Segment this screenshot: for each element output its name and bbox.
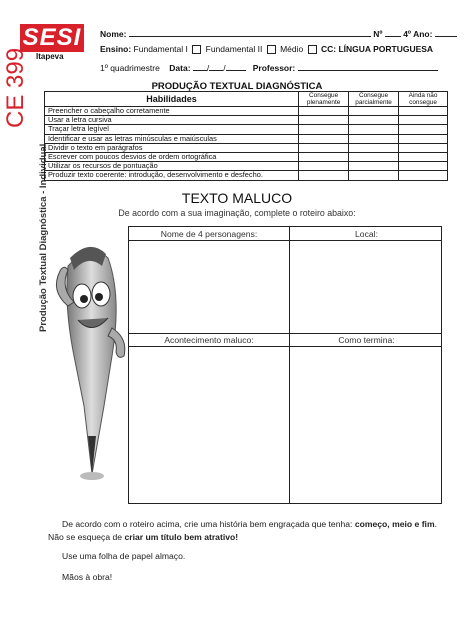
fund1-checkbox[interactable]	[192, 45, 201, 54]
numero-field[interactable]	[385, 28, 401, 37]
fund1-label: Fundamental I	[133, 44, 188, 54]
table-row	[45, 125, 448, 134]
instruction-emphasis: começo, meio e fim	[354, 519, 435, 529]
instruction-paragraph	[48, 518, 448, 544]
grid-divider	[129, 346, 441, 347]
instruction-paper: Use uma folha de papel almaço.	[62, 551, 186, 561]
check-cell[interactable]	[349, 125, 399, 134]
fund2-checkbox[interactable]	[267, 45, 276, 54]
cell-acontecimento-label: Acontecimento maluco:	[164, 335, 254, 345]
col-parcialmente: Consegue parcialmente	[349, 92, 399, 107]
data-year-field[interactable]	[226, 62, 246, 71]
pencil-mascot-illustration	[46, 236, 136, 484]
ensino-label: Ensino:	[100, 44, 132, 54]
check-cell[interactable]	[349, 107, 399, 116]
instruction-text: De acordo com o roteiro acima, crie uma história bem engraçada que tenha:	[62, 519, 355, 529]
activity-title: TEXTO MALUCO	[181, 190, 293, 206]
date-separator: /	[223, 63, 226, 73]
header-row-name	[100, 28, 457, 39]
header-row-date	[100, 62, 438, 73]
check-cell[interactable]	[349, 171, 399, 180]
check-cell[interactable]	[399, 107, 448, 116]
logo-city: Itapeva	[36, 52, 64, 61]
instruction-closing: Mãos à obra!	[62, 572, 113, 582]
table-row	[45, 171, 448, 180]
nome-field[interactable]	[129, 28, 371, 37]
cell-local-label: Local:	[355, 229, 378, 239]
check-cell[interactable]	[399, 171, 448, 180]
skill-label: Identificar e usar as letras minúsculas e maiúsculas	[45, 134, 299, 143]
col-ainda-nao: Ainda não consegue	[399, 92, 448, 107]
col-plenamente: Consegue plenamente	[299, 92, 349, 107]
ano-label: 4º Ano:	[403, 29, 433, 39]
skill-label: Usar a letra cursiva	[45, 116, 299, 125]
story-grid	[128, 226, 442, 504]
data-day-field[interactable]	[193, 62, 210, 73]
data-label: Data:	[169, 63, 191, 73]
diagnostic-title: PRODUÇÃO TEXTUAL DIAGNÓSTICA	[151, 81, 323, 92]
check-cell[interactable]	[399, 125, 448, 134]
skill-label: Preencher o cabeçalho corretamente	[45, 107, 299, 116]
table-row	[45, 134, 448, 143]
col-habilidades: Habilidades	[45, 92, 299, 107]
skill-label: Escrever com poucos desvios de ordem ortográfica	[45, 153, 299, 162]
skill-label: Dividir o texto em parágrafos	[45, 143, 299, 152]
numero-label: Nº	[373, 29, 383, 39]
check-cell[interactable]	[299, 153, 349, 162]
check-cell[interactable]	[399, 116, 448, 125]
nome-label: Nome:	[100, 29, 127, 39]
date-separator: /	[206, 63, 210, 73]
instruction-emphasis: criar um título bem atrativo!	[124, 532, 239, 542]
instruction-text: . Não se esqueça de	[48, 519, 437, 542]
side-title: Produção Textual Diagnóstica - Individual	[38, 143, 49, 332]
document-code: CE 399	[2, 47, 29, 128]
cell-personagens-label: Nome de 4 personagens:	[160, 229, 258, 239]
check-cell[interactable]	[299, 125, 349, 134]
ano-field[interactable]	[435, 28, 457, 37]
grid-divider	[129, 333, 441, 334]
check-cell[interactable]	[349, 162, 399, 171]
check-cell[interactable]	[399, 143, 448, 152]
skill-label: Produzir texto coerente: introdução, desenvolvimento e desfecho.	[45, 171, 299, 180]
check-cell[interactable]	[399, 162, 448, 171]
check-cell[interactable]	[349, 134, 399, 143]
quadrimestre-label: 1º quadrimestre	[100, 63, 160, 73]
check-cell[interactable]	[299, 143, 349, 152]
cell-termina-label: Como termina:	[338, 335, 395, 345]
check-cell[interactable]	[299, 162, 349, 171]
header-row-ensino	[100, 44, 433, 54]
cc-label: CC: LÍNGUA PORTUGUESA	[321, 44, 434, 54]
check-cell[interactable]	[299, 107, 349, 116]
sesi-logo: SESI	[20, 24, 84, 52]
check-cell[interactable]	[299, 134, 349, 143]
professor-field[interactable]	[298, 62, 438, 71]
medio-checkbox[interactable]	[308, 45, 317, 54]
grid-divider	[129, 240, 441, 241]
fund2-label: Fundamental II	[205, 44, 263, 54]
check-cell[interactable]	[399, 153, 448, 162]
check-cell[interactable]	[299, 171, 349, 180]
check-cell[interactable]	[349, 153, 399, 162]
grid-divider	[289, 227, 290, 503]
data-month-field[interactable]	[206, 62, 226, 73]
check-cell[interactable]	[399, 134, 448, 143]
skills-table	[44, 91, 448, 181]
check-cell[interactable]	[349, 116, 399, 125]
professor-label: Professor:	[252, 63, 296, 73]
check-cell[interactable]	[299, 116, 349, 125]
skill-label: Utilizar os recursos de pontuação	[45, 162, 299, 171]
check-cell[interactable]	[349, 143, 399, 152]
medio-label: Médio	[280, 44, 304, 54]
skills-header-row	[45, 92, 448, 107]
activity-subtitle: De acordo com a sua imaginação, complete o roteiro abaixo:	[118, 208, 356, 218]
skill-label: Traçar letra legível	[45, 125, 299, 134]
